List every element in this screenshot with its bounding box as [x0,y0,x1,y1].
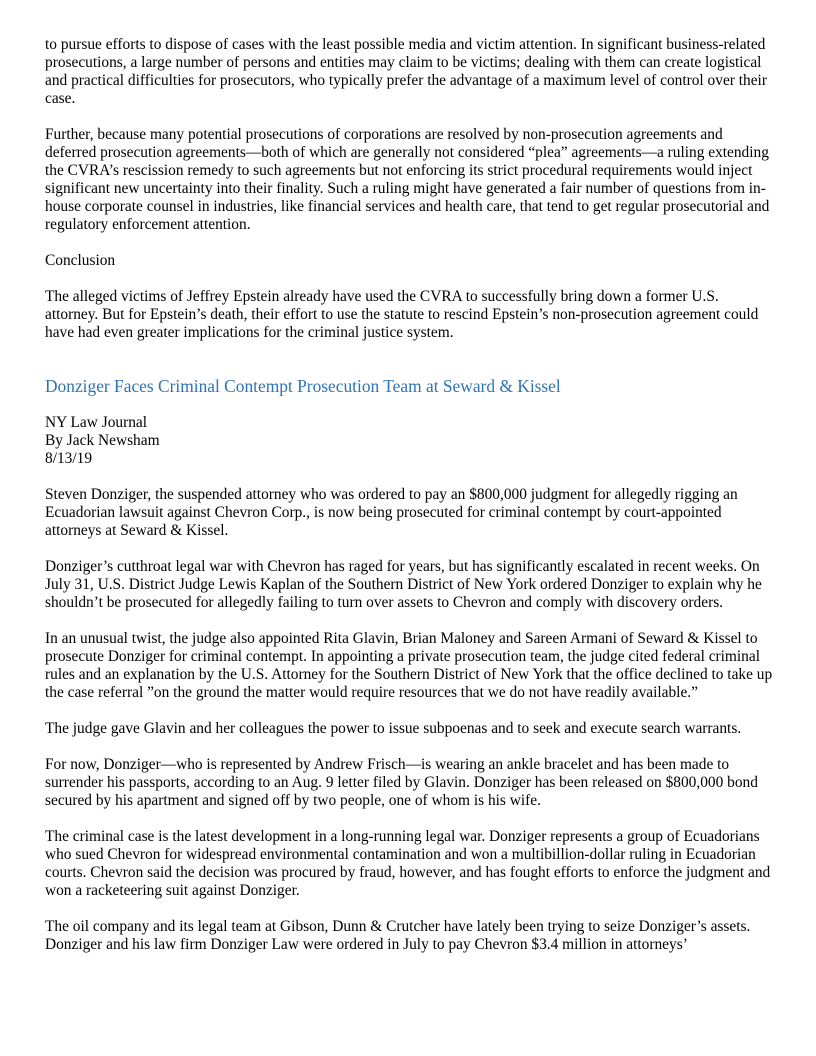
article-byline: By Jack Newsham [45,432,160,449]
section-heading: Conclusion [45,252,116,269]
article-source: NY Law Journal [45,414,148,431]
paragraph: The alleged victims of Jeffrey Epstein already have used the CVRA to successfully bring down a former U.S. attorney. But for Epstein’s death, their effort to use the statute to rescind Epstein’s non-prosecution agreement could have had even greater implications for the criminal justice system. [45,288,759,341]
paragraph: The judge gave Glavin and her colleagues the power to issue subpoenas and to seek and execute search warrants. [45,720,742,737]
paragraph: to pursue efforts to dispose of cases with the least possible media and victim attention. In significant business-related prosecutions, a large number of persons and entities may claim to be victims; dealing with them can create logistical and practical difficulties for prosecutors, who typically prefer the advantage of a maximum level of control over their case. [45,36,767,107]
paragraph: In an unusual twist, the judge also appointed Rita Glavin, Brian Maloney and Sareen Armani of Seward & Kissel to prosecute Donziger for criminal contempt. In appointing a private prosecution team, the judge cited federal criminal rules and an explanation by the U.S. Attorney for the Southern District of New York that the office declined to take up the case referral ”on the ground the matter would require resources that we do not have readily available.” [45,630,773,701]
paragraph: The criminal case is the latest development in a long-running legal war. Donziger represents a group of Ecuadorians who sued Chevron for widespread environmental contamination and won a multibillion-dollar ruling in Ecuadorian courts. Chevron said the decision was procured by fraud, however, and has fought efforts to enforce the judgment and won a racketeering suit against Donziger. [45,828,771,899]
paragraph: Further, because many potential prosecutions of corporations are resolved by non-prosecution agreements and deferred prosecution agreements—both of which are generally not considered “plea” agreements—a ruling extending the CVRA’s rescission remedy to such agreements but not enforcing its strict procedural requirements would inject significant new uncertainty into their finality. Such a ruling might have generated a fair number of questions from in-house corporate counsel in industries, like financial services and health care, that tend to get regular prosecutorial and regulatory enforcement attention. [45,126,770,233]
paragraph: The oil company and its legal team at Gibson, Dunn & Crutcher have lately been trying to seize Donziger’s assets. Donziger and his law firm Donziger Law were ordered in July to pay Chevron $3.4 million in attorneys’ [45,918,751,953]
article-date: 8/13/19 [45,450,93,467]
paragraph: Steven Donziger, the suspended attorney who was ordered to pay an $800,000 judgment for allegedly rigging an Ecuadorian lawsuit against Chevron Corp., is now being prosecuted for criminal contempt by court-appointed attorneys at Seward & Kissel. [45,486,738,539]
paragraph: Donziger’s cutthroat legal war with Chevron has raged for years, but has significantly escalated in recent weeks. On July 31, U.S. District Judge Lewis Kaplan of the Southern District of New York ordered Donziger to explain why he shouldn’t be prosecuted for allegedly failing to turn over assets to Chevron and comply with discovery orders. [45,558,762,611]
article-meta [45,414,775,468]
paragraph: For now, Donziger—who is represented by Andrew Frisch—is wearing an ankle bracelet and has been made to surrender his passports, according to an Aug. 9 letter filed by Glavin. Donziger has been released on $800,000 bond secured by his apartment and signed off by two people, one of whom is his wife. [45,756,758,809]
article-title[interactable]: Donziger Faces Criminal Contempt Prosecution Team at Seward & Kissel [45,376,561,396]
document-page [45,36,775,972]
